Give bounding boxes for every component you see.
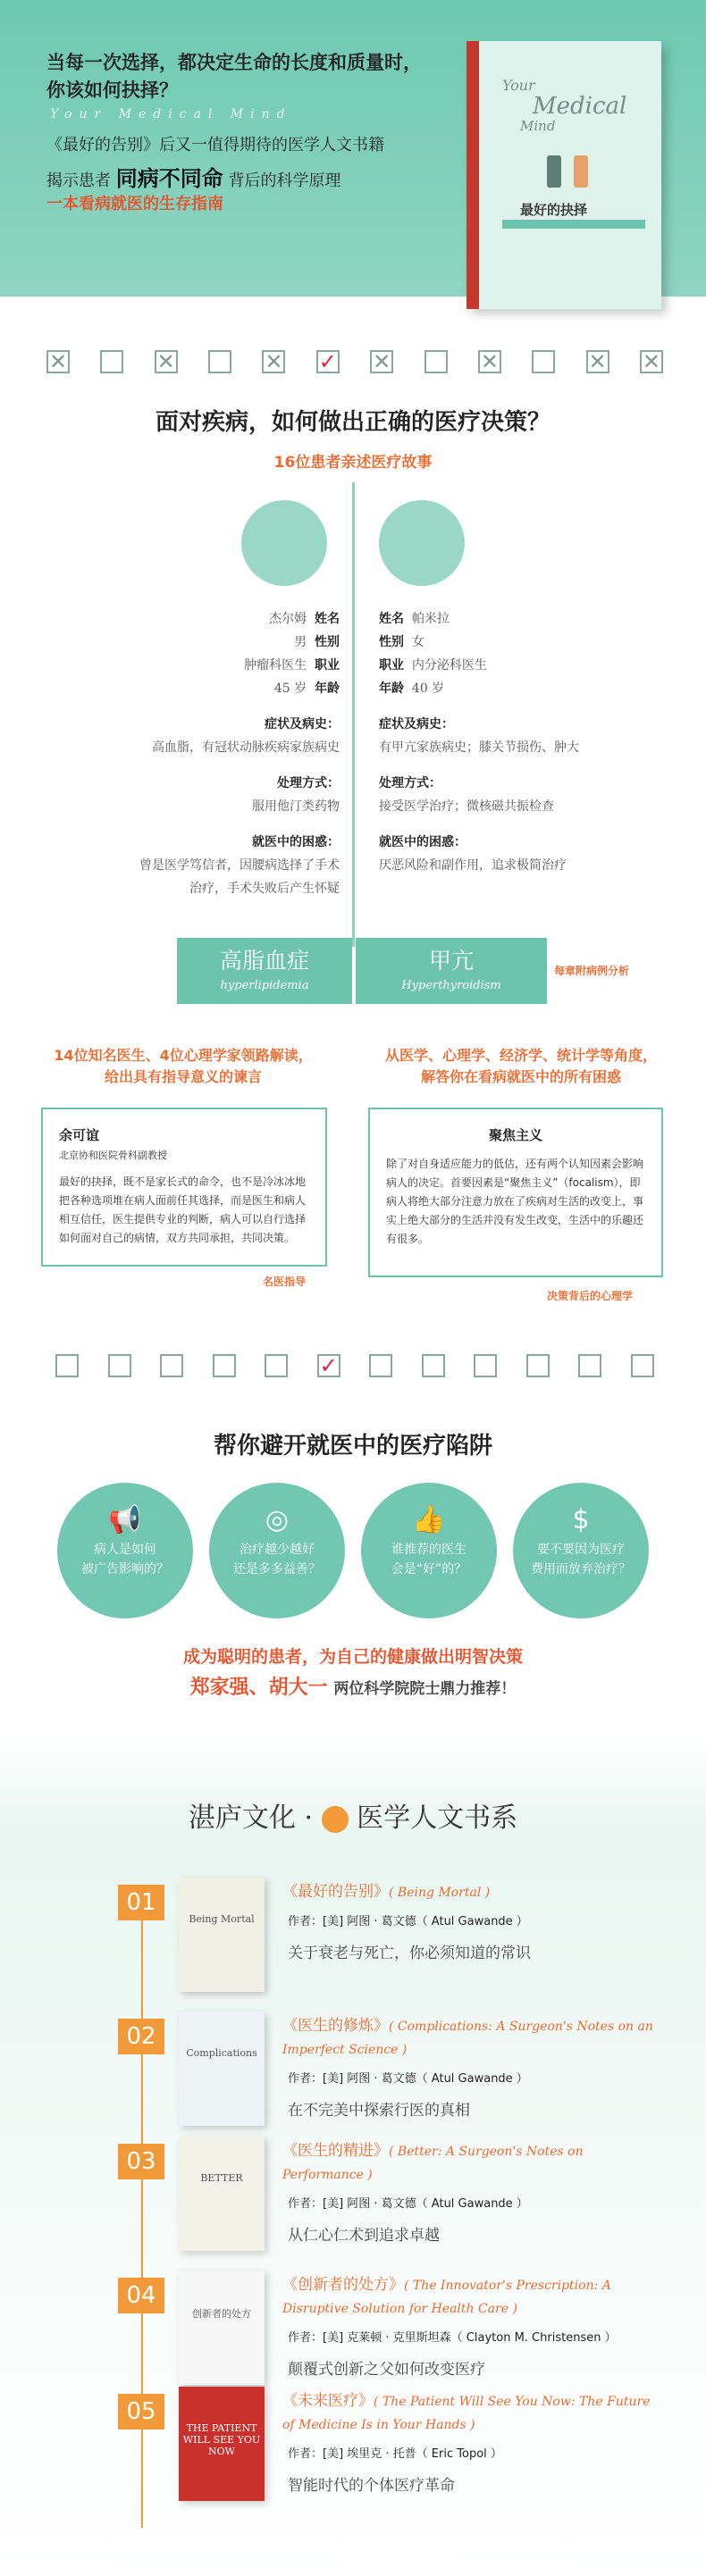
book-title: 《医生的精进》( Better: A Surgeon's Notes on Performance ) [282,2142,584,2182]
book-cover-text: 创新者的处方 [192,2308,251,2320]
empty-box-icon [631,1354,654,1377]
experts-title: 14位知名医生、4位心理学家领路解读， 给出具有指导意义的谏言 [54,1047,313,1085]
psychology-note: 决策背后的心理学 [547,1290,634,1302]
book-cover [179,2011,265,2126]
tag-hyperthyroidism: 甲亢 Hyperthyroidism [356,938,547,1004]
trap-circle: ◎ 治疗越少越好 还是多多益善？ [209,1483,345,1618]
book-title: 《最好的告别》( Being Mortal ) [282,1883,491,1901]
cross-box-icon: ✕ [46,350,70,373]
bottle-icon [574,155,588,188]
empty-box-icon [108,1354,131,1377]
book-description: 智能时代的个体医疗革命 [288,2477,455,2495]
book-cover-text: THE PATIENT WILL SEE YOU NOW [182,2422,261,2457]
book-number: 01 [118,1885,164,1920]
cta-line2: 郑家强、胡大一 两位科学院院士鼎力推荐！ [189,1677,517,1699]
case-note: 每章附病例分析 [554,965,630,977]
female-avatar-icon [379,500,465,586]
left-profile: 杰尔姆 姓名 男 性别 肿瘤科医生 职业 45 岁 年龄 症状及病史： 高血脂，有冠状动脉疾病家族病史 处理方式： 服用他汀类药物 就医中的困惑： 曾是医学笃信者，因腰病选择了手术治疗，手术失败后产生怀疑 [139,612,340,896]
book-author: 作者：[美] 克莱顿 · 克里斯坦森（ Clayton M. Christensen ） [288,2331,617,2345]
check-box-icon: ✓ [317,1354,340,1377]
book-cover [179,2137,265,2251]
book-title: 《创新者的处方》( The Innovator's Prescription: A Disruptive Solution for Health Care ) [282,2276,611,2316]
perspectives-title: 从医学、心理学、经济学、统计学等角度， 解答你在看病就医中的所有困惑 [384,1047,657,1085]
checkbox-row [55,1354,654,1381]
checkbox-row [46,350,663,377]
logo-icon [322,1806,349,1833]
cta-line1: 成为聪明的患者，为自己的健康做出明智决策 [182,1647,523,1667]
section3-title: 帮你避开就医中的医疗陷阱 [213,1433,492,1459]
book-title: 《医生的修炼》( Complications: A Surgeon's Notes on an Imperfect Science ) [282,2017,653,2057]
hero-line1: 《最好的告别》后又一值得期待的医学人文书籍 [46,136,384,155]
empty-box-icon [369,1354,392,1377]
hero-question: 当每一次选择，都决定生命的长度和质量时， 你该如何抉择？ [46,51,422,101]
section1-title: 面对疾病，如何做出正确的医疗决策？ [155,409,551,436]
book-number: 03 [118,2144,164,2179]
trap-circle: $ 要不要因为医疗 费用而放弃治疗？ [513,1483,649,1618]
hero-line2: 揭示患者 同病不同命 背后的科学原理 [46,166,341,191]
book-description: 关于衰老与死亡，你必须知道的常识 [288,1945,531,1962]
focalism-card: 聚焦主义 除了对自身适应能力的低估，还有两个认知因素会影响病人的决定。首要因素是“聚焦主义”（focalism），即病人将绝大部分注意力放在了疾病对生活的改变上，事实上绝大部分的生活并没有发生改变，生活中的乐趣还有很多。 [368,1108,663,1277]
empty-box-icon [424,350,448,373]
book-description: 在不完美中探索行医的真相 [288,2102,470,2120]
cross-box-icon: ✕ [586,350,609,373]
book-author: 作者：[美] 阿图 · 葛文德（ Atul Gawande ） [288,1915,528,1928]
target-icon: ◎ [265,1504,290,1535]
book-author: 作者：[美] 阿图 · 葛文德（ Atul Gawande ） [288,2197,528,2211]
check-box-icon: ✓ [316,350,340,373]
book-cover-text: BETTER [200,2172,243,2184]
book-cover: Your Medical Mind 最好的抉择 [466,41,661,309]
expert-note: 名医指导 [263,1275,307,1288]
book-number: 04 [118,2278,164,2313]
empty-box-icon [100,350,123,373]
book-cover-text: Complications [186,2047,257,2059]
empty-box-icon [526,1354,550,1377]
right-profile: 姓名 帕米拉 性别 女 职业 内分泌科医生 年龄 40 岁 症状及病史： 有甲亢家族病史；膝关节损伤、肿大 处理方式： 接受医学治疗；微核磁共振检查 就医中的困惑： 厌恶风险和副作用，追求极简治疗 [379,612,579,873]
book-number: 02 [118,2019,164,2054]
book-title: 《未来医疗》( The Patient Will See You Now: The Future of Medicine Is in Your Hands ) [282,2392,651,2432]
male-avatar-icon [241,500,327,586]
series-title: 湛庐文化 · 医学人文书系 [188,1802,518,1834]
trap-circle: 👍 谁推荐的医生 会是“好”的？ [361,1483,497,1618]
empty-box-icon [208,350,231,373]
empty-box-icon [265,1354,288,1377]
section1-subtitle: 16位患者亲述医疗故事 [273,454,433,472]
empty-box-icon [213,1354,236,1377]
timeline [141,1903,143,2528]
book-cover [179,2271,265,2385]
hero-line3: 一本看病就医的生存指南 [46,195,223,213]
book-description: 从仁心仁术到追求卓越 [288,2227,440,2245]
hero-english: Your Medical Mind [50,107,292,121]
book-cover [179,2387,265,2501]
tag-hyperlipidemia: 高脂血症 hyperlipidemia [177,938,352,1004]
expert-quote-card: 余可谊 北京协和医院骨科副教授 最好的抉择，既不是家长式的命令，也不是冷冰冰地把各种选项堆在病人面前任其选择，而是医生和病人相互信任，医生提供专业的判断，病人可以自行选择如何面对自己的病情，双方共同承担，共同决策。 [41,1108,327,1267]
dollar-icon: $ [572,1504,590,1535]
bottle-icon [547,155,561,188]
book-author: 作者：[美] 埃里克 · 托普（ Eric Topol ） [288,2447,502,2461]
thumbs-up-icon: 👍 [412,1504,446,1535]
trap-circle: 📢 病人是如何 被广告影响的？ [57,1483,193,1618]
empty-box-icon [160,1354,183,1377]
book-number: 05 [118,2394,164,2430]
empty-box-icon [532,350,555,373]
empty-box-icon [422,1354,445,1377]
cross-box-icon: ✕ [478,350,501,373]
book-author: 作者：[美] 阿图 · 葛文德（ Atul Gawande ） [288,2072,528,2086]
book-description: 颠覆式创新之父如何改变医疗 [288,2361,485,2379]
book-cover [179,1878,265,1992]
cross-box-icon: ✕ [262,350,285,373]
book-cover-text: Being Mortal [189,1913,255,1925]
megaphone-icon: 📢 [108,1504,142,1535]
cross-box-icon: ✕ [155,350,178,373]
empty-box-icon [578,1354,601,1377]
empty-box-icon [474,1354,497,1377]
cross-box-icon: ✕ [370,350,393,373]
divider [352,482,355,947]
cross-box-icon: ✕ [640,350,663,373]
empty-box-icon [55,1354,79,1377]
